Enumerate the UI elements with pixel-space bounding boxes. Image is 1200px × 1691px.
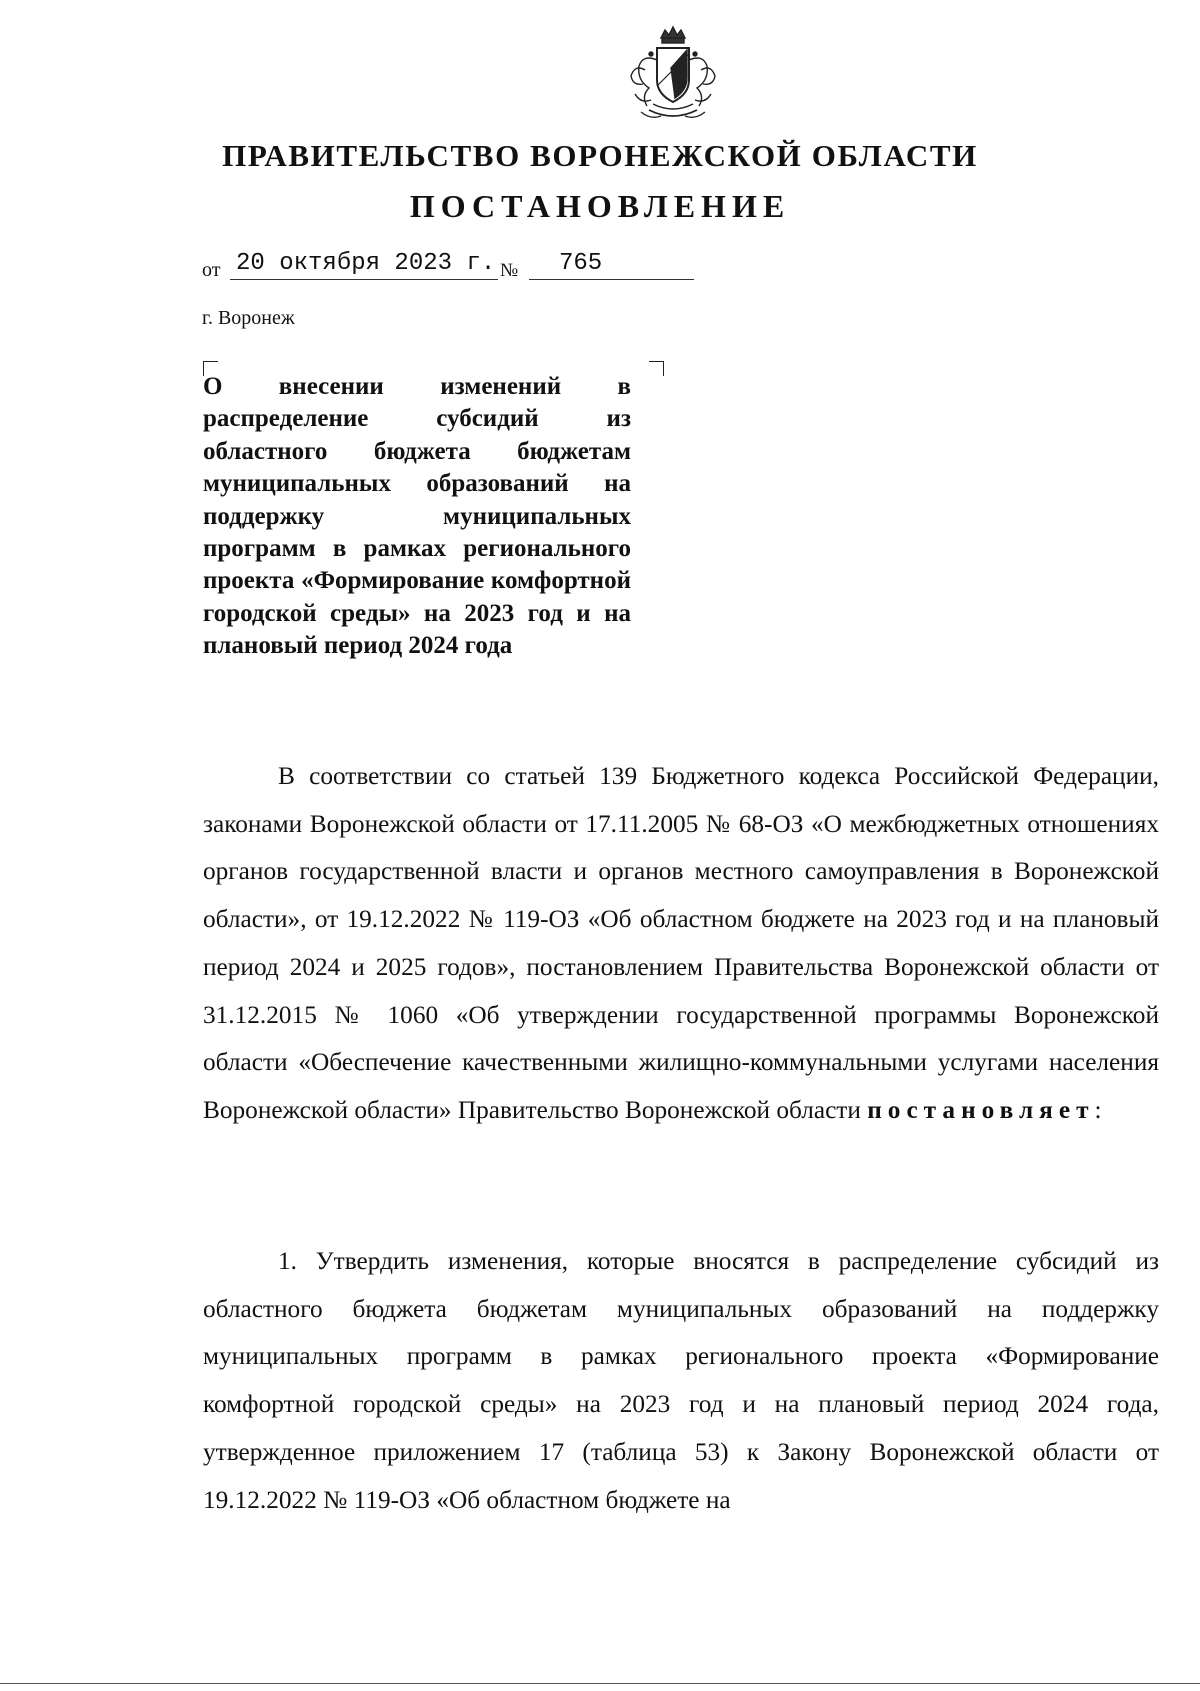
date-prefix: от bbox=[202, 259, 221, 281]
document-number: 765 bbox=[529, 249, 694, 280]
resolves-colon: : bbox=[1094, 1095, 1102, 1124]
page-bottom-edge bbox=[0, 1683, 1200, 1684]
coat-of-arms-icon bbox=[621, 24, 725, 128]
document-subject: О внесении изменений в распределение субсидий из областного бюджета бюджетам муниципальных образований на поддержку муниципальных программ в рамках регионального проекта «Формирование комфортной городской среды» на 2023 год и на плановый период 2024 года bbox=[203, 373, 631, 660]
preamble-paragraph bbox=[203, 753, 1159, 1135]
number-prefix: № bbox=[500, 260, 519, 281]
document-city: г. Воронеж bbox=[202, 307, 295, 329]
date-number-line bbox=[202, 250, 682, 290]
resolves-word: постановляет bbox=[867, 1095, 1095, 1124]
document-date: 20 октября 2023 г. bbox=[230, 249, 498, 280]
document-type-title: ПОСТАНОВЛЕНИЕ bbox=[409, 188, 791, 224]
preamble-text: В соответствии со статьей 139 Бюджетного кодекса Российской Федерации, законами Воронежской области от 17.11.2005 № 68-ОЗ «О межбюджетных отношениях органов государственной власти и органов местного самоуправления в Воронежской области», от 19.12.2022 № 119-ОЗ «Об областном бюджете на 2023 год и на плановый период 2024 и 2025 годов», постановлением Правительства Воронежской области от 31.12.2015 № 1060 «Об утверждении государственной программы Воронежской области «Обеспечение качественными жилищно-коммунальными услугами населения Воронежской области» Правительство Воронежской области bbox=[203, 762, 1159, 1124]
organization-title: ПРАВИТЕЛЬСТВО ВОРОНЕЖСКОЙ ОБЛАСТИ bbox=[222, 138, 978, 173]
item-1-paragraph: 1. Утвердить изменения, которые вносятся в распределение субсидий из областного бюджета бюджетам муниципальных образований на поддержку муниципальных программ в рамках регионального проекта «Формирование комфортной городской среды» на 2023 год и на плановый период 2024 года, утвержденное приложением 17 (таблица 53) к Закону Воронежской области от 19.12.2022 № 119-ОЗ «Об областном бюджете на bbox=[203, 1247, 1159, 1514]
subject-corner-mark-right bbox=[649, 361, 664, 376]
